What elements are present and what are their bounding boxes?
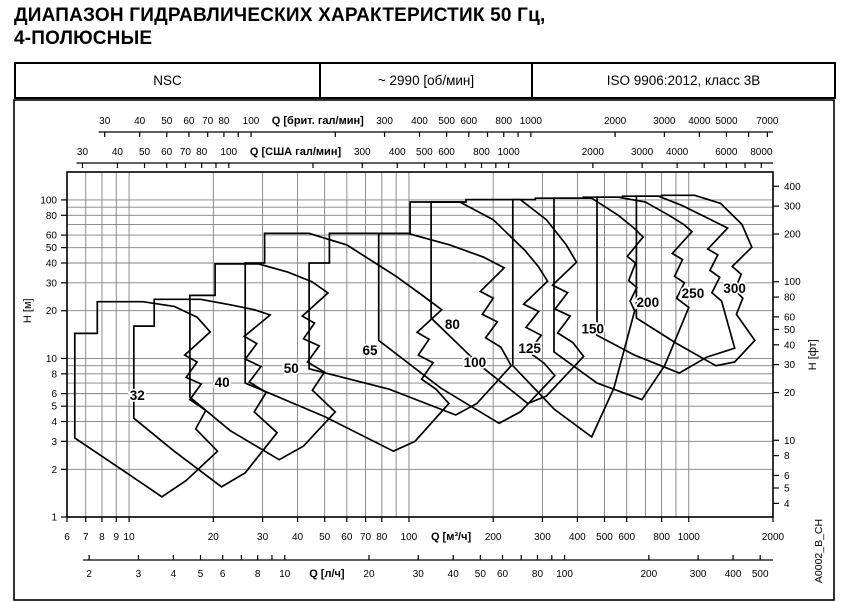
axis-m3h-tick-label: 1000 [677, 532, 700, 543]
axis-imp-gpm-tick-label: 60 [183, 116, 195, 127]
axis-m3h-tick-label: 800 [653, 532, 670, 543]
axis-imp-gpm-tick-label: 500 [438, 116, 455, 127]
axis-imp-gpm-tick-label: 5000 [715, 116, 738, 127]
axis-m3h-tick-label: 7 [82, 532, 89, 543]
axis-ls-tick-label: 300 [689, 569, 707, 580]
left-axis-tick-label: 10 [45, 353, 57, 365]
right-axis-tick-label: 30 [784, 360, 796, 372]
axis-us-gpm-tick-label: 300 [353, 147, 371, 158]
axis-us-gpm-tick-label: 600 [438, 147, 455, 158]
header-series: NSC [153, 73, 182, 88]
axis-imp-gpm-tick-label: 600 [460, 116, 478, 127]
axis-ls-tick-label: 6 [219, 569, 226, 580]
left-axis-tick-label: 3 [51, 436, 57, 448]
left-axis-tick-label: 30 [45, 278, 57, 290]
envelope-label-250: 250 [681, 285, 705, 301]
right-axis-tick-label: 4 [784, 498, 790, 510]
axis-m3h-tick-label: 2000 [761, 532, 785, 543]
left-axis-tick-label: 8 [51, 369, 57, 381]
axis-ls-tick-label: 2 [86, 569, 92, 580]
axis-m3h-tick-label: 30 [257, 532, 269, 543]
right-axis-title: H [фт] [807, 339, 819, 371]
right-axis-tick-label: 60 [784, 312, 796, 324]
right-axis-tick-label: 400 [784, 181, 801, 193]
axis-us-gpm-tick-label: 3000 [631, 147, 654, 158]
axis-us-gpm-tick-label: 800 [473, 147, 490, 158]
right-axis-tick-label: 40 [784, 340, 796, 352]
left-axis-tick-label: 2 [51, 464, 57, 476]
left-axis-tick-label: 100 [40, 195, 57, 207]
axis-m3h-tick-label: 10 [123, 532, 135, 543]
axis-imp-gpm-tick-label: 100 [242, 116, 260, 127]
left-axis-tick-label: 5 [51, 401, 57, 413]
axis-ls-tick-label: 20 [363, 569, 375, 580]
axis-us-gpm-tick-label: 70 [179, 147, 191, 158]
right-axis-tick-label: 10 [784, 435, 796, 447]
axis-ls-tick-label: 5 [197, 569, 204, 580]
axis-ls-tick-label: 40 [447, 569, 459, 580]
envelope-label-150: 150 [581, 321, 605, 337]
envelope-250 [597, 196, 735, 373]
axis-ls-tick-label: 30 [412, 569, 424, 580]
axis-imp-gpm-tick-label: 300 [376, 116, 393, 127]
axis-ls-tick-label: 400 [724, 569, 742, 580]
axis-m3h-tick-label: 300 [534, 532, 551, 543]
left-axis-tick-label: 20 [45, 306, 57, 318]
left-axis-tick-label: 6 [51, 389, 57, 401]
right-axis-tick-label: 5 [784, 483, 790, 495]
axis-m3h-tick-label: 100 [400, 532, 418, 543]
axis-imp-gpm-tick-label: 4000 [688, 116, 711, 127]
envelope-label-50: 50 [283, 361, 299, 377]
plot-frame [67, 172, 773, 517]
envelope-label-300: 300 [723, 280, 746, 296]
right-axis-tick-label: 200 [784, 229, 801, 241]
axis-m3h-tick-label: 6 [64, 532, 70, 543]
axis-imp-gpm-tick-label: 400 [411, 116, 428, 127]
axis-us-gpm-tick-label: 30 [76, 147, 89, 158]
axis-imp-gpm-tick-label: 1000 [519, 116, 542, 127]
axis-m3h-tick-label: 20 [207, 532, 219, 543]
axis-ls-tick-label: 200 [640, 569, 658, 580]
axis-ls-tick-label: 3 [135, 569, 142, 580]
right-axis-tick-label: 100 [784, 277, 801, 289]
envelope-label-40: 40 [214, 375, 230, 391]
axis-imp-gpm-tick-label: 50 [161, 116, 173, 127]
axis-ls-tick-label: 60 [496, 569, 509, 580]
right-axis-tick-label: 20 [784, 388, 796, 400]
axis-m3h-tick-label: 70 [360, 532, 372, 543]
left-axis-tick-label: 50 [45, 243, 57, 255]
chart-outer-border [14, 100, 834, 600]
axis-imp-gpm-tick-label: 30 [99, 116, 111, 127]
envelope-label-100: 100 [463, 354, 487, 370]
axis-us-gpm-unit-label: Q [США гал/мин] [249, 146, 342, 158]
envelope-label-125: 125 [518, 341, 541, 357]
axis-m3h-unit-label: Q [м³/ч] [430, 531, 472, 543]
axis-us-gpm-tick-label: 4000 [665, 147, 689, 158]
envelope-125 [431, 200, 583, 404]
right-axis-tick-label: 300 [784, 201, 801, 213]
axis-m3h-tick-label: 50 [319, 532, 331, 543]
left-axis-tick-label: 1 [51, 512, 57, 524]
title-line-1: ДИАПАЗОН ГИДРАВЛИЧЕСКИХ ХАРАКТЕРИСТИК 50 Гц, [14, 5, 546, 26]
watermark: A0002_B_CH [813, 518, 825, 584]
axis-imp-gpm-tick-label: 70 [202, 116, 214, 127]
axis-us-gpm-tick-label: 40 [111, 147, 123, 158]
axis-ls-tick-label: 50 [474, 569, 486, 580]
left-axis-tick-label: 40 [45, 258, 57, 270]
axis-m3h-tick-label: 8 [99, 532, 105, 543]
header-standard: ISO 9906:2012, класс 3В [531, 64, 834, 97]
envelope-label-65: 65 [362, 343, 378, 359]
right-axis-tick-label: 8 [784, 451, 790, 463]
axis-imp-gpm-tick-label: 800 [495, 116, 513, 127]
axis-us-gpm-tick-label: 6000 [715, 147, 738, 158]
envelope-label-200: 200 [636, 295, 660, 311]
axis-imp-gpm-tick-label: 2000 [603, 116, 627, 127]
title-line-2: 4-ПОЛЮСНЫЕ [14, 28, 153, 49]
right-axis-tick-label: 80 [784, 292, 796, 304]
axis-ls-tick-label: 100 [556, 569, 573, 580]
axis-m3h-tick-label: 600 [618, 532, 636, 543]
axis-us-gpm-tick-label: 60 [161, 147, 173, 158]
header-speed: ~ 2990 [об/мин] [319, 64, 531, 97]
axis-us-gpm-tick-label: 100 [220, 147, 238, 158]
axis-m3h-tick-label: 400 [569, 532, 586, 543]
axis-us-gpm-tick-label: 400 [388, 147, 406, 158]
envelope-80 [309, 233, 511, 415]
left-axis-tick-label: 80 [45, 210, 57, 222]
axis-us-gpm-tick-label: 50 [138, 147, 151, 158]
axis-us-gpm-tick-label: 2000 [581, 147, 604, 158]
axis-m3h-tick-label: 9 [113, 532, 120, 543]
axis-ls-tick-label: 500 [751, 569, 769, 580]
axis-ls-tick-label: 8 [254, 569, 261, 580]
axis-ls-tick-label: 80 [531, 569, 544, 580]
envelope-label-80: 80 [444, 316, 460, 332]
axis-ls-unit-label: Q [л/ч] [309, 568, 345, 580]
axis-imp-gpm-tick-label: 40 [134, 116, 146, 127]
axis-us-gpm-tick-label: 500 [416, 147, 433, 158]
axis-imp-gpm-tick-label: 3000 [653, 116, 676, 127]
envelope-label-32: 32 [129, 387, 145, 403]
axis-imp-gpm-tick-label: 80 [218, 116, 230, 127]
axis-us-gpm-tick-label: 1000 [497, 147, 520, 158]
axis-m3h-tick-label: 40 [291, 532, 304, 543]
axis-m3h-tick-label: 80 [376, 532, 388, 543]
axis-m3h-tick-label: 60 [341, 532, 353, 543]
axis-us-gpm-tick-label: 80 [196, 147, 208, 158]
axis-m3h-tick-label: 200 [484, 532, 502, 543]
axis-ls-tick-label: 10 [279, 569, 291, 580]
right-axis-tick-label: 6 [784, 470, 790, 482]
left-axis-title: H [м] [22, 298, 34, 324]
axis-imp-gpm-unit-label: Q [брит. гал/мин] [271, 115, 364, 127]
axis-us-gpm-tick-label: 8000 [750, 147, 773, 158]
axis-ls-tick-label: 4 [170, 569, 177, 580]
axis-imp-gpm-tick-label: 7000 [756, 116, 779, 127]
left-axis-tick-label: 4 [51, 417, 57, 429]
right-axis-tick-label: 50 [784, 324, 796, 336]
left-axis-tick-label: 60 [45, 230, 57, 242]
axis-m3h-tick-label: 500 [596, 532, 613, 543]
